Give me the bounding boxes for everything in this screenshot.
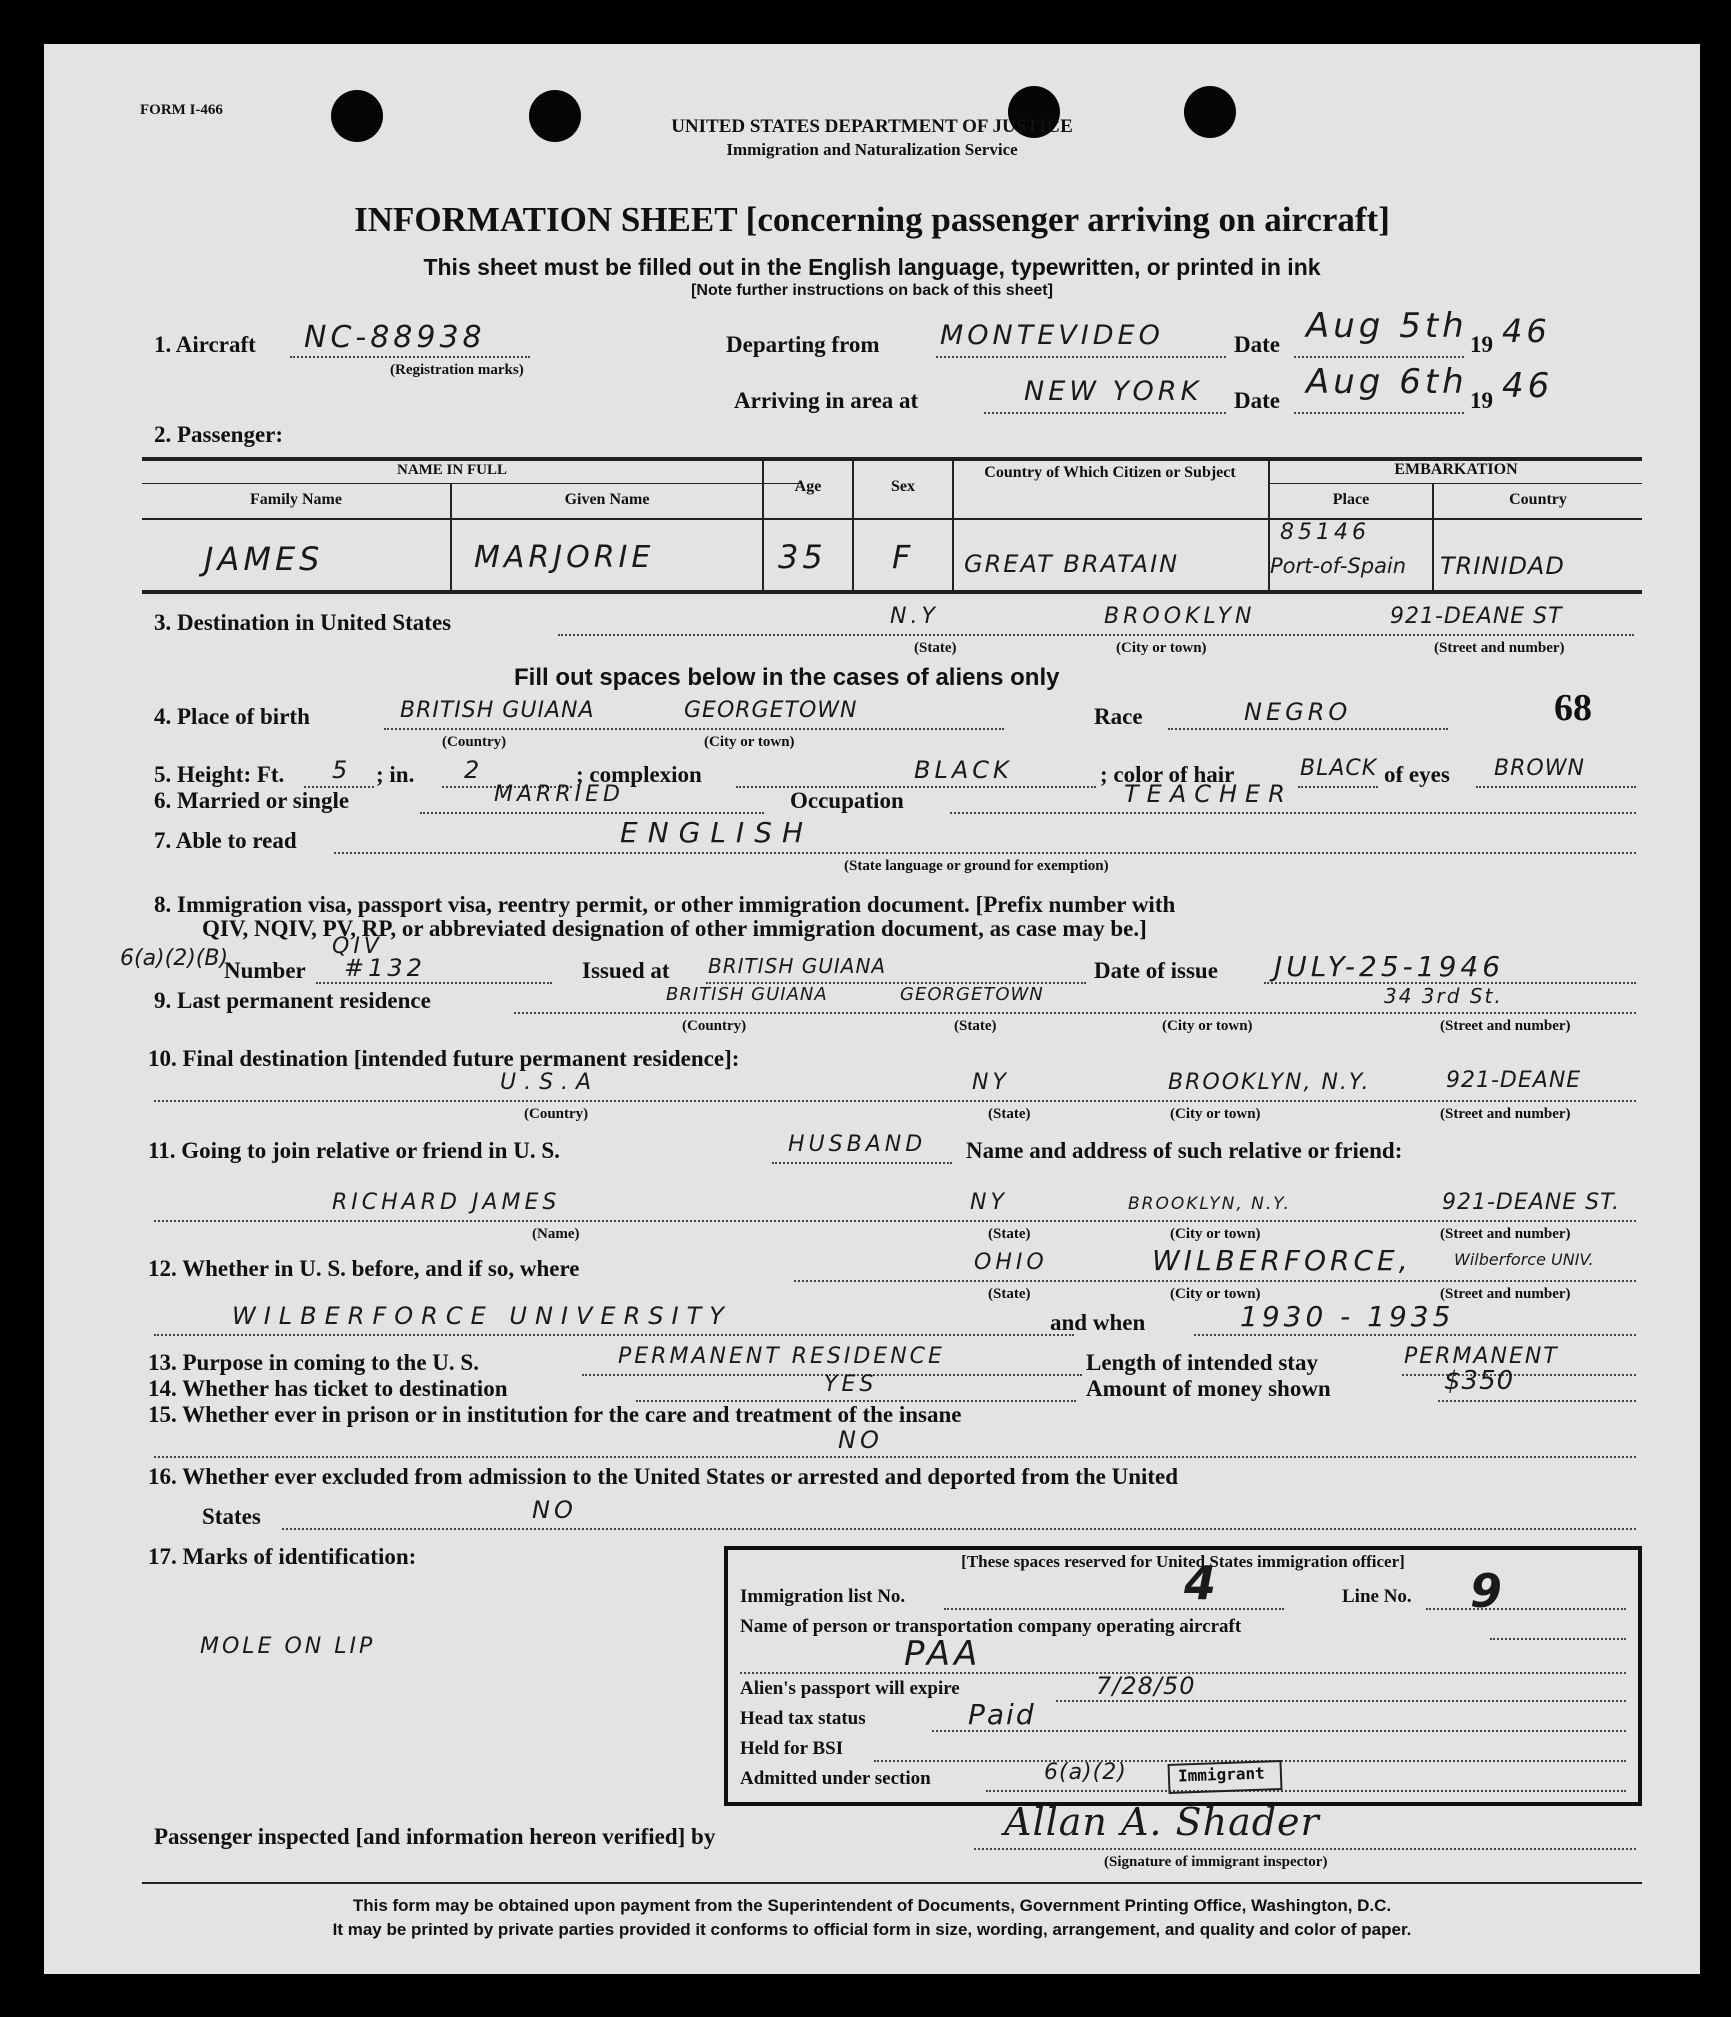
- city-caption: (City or town): [1116, 640, 1207, 656]
- complexion: BLACK: [914, 756, 1013, 784]
- final-city: BROOKLYN, N.Y.: [1168, 1070, 1371, 1095]
- page-title: INFORMATION SHEET [concerning passenger arriving on aircraft]: [354, 200, 1390, 239]
- family-name: JAMES: [204, 540, 324, 578]
- aircraft-value: NC-88938: [304, 320, 486, 355]
- ticket: YES: [824, 1372, 878, 1397]
- departing-label: Departing from: [726, 332, 880, 357]
- prior-street-caption: (Street and number): [1440, 1286, 1571, 1302]
- departing-year: 46: [1502, 312, 1551, 350]
- final-country-caption: (Country): [524, 1106, 589, 1122]
- item9-label: 9. Last permanent residence: [154, 988, 431, 1013]
- birth-city-caption: (City or town): [704, 734, 795, 750]
- final-state-caption: (State): [988, 1106, 1031, 1122]
- prior-state-caption: (State): [988, 1286, 1031, 1302]
- able-to-read: ENGLISH: [620, 816, 814, 849]
- destination-state: N.Y: [890, 604, 939, 629]
- money: $350: [1444, 1366, 1515, 1396]
- item5-label: 5. Height: Ft.: [154, 762, 285, 787]
- passport-expire-label: Alien's passport will expire: [740, 1678, 960, 1699]
- given-name-header: Given Name: [564, 491, 650, 508]
- inspected-label: Passenger inspected [and information hereon verified] by: [154, 1824, 716, 1849]
- instructions-note: [Note further instructions on back of this sheet]: [691, 282, 1053, 299]
- prior-city-caption: (City or town): [1170, 1286, 1261, 1302]
- form-number: FORM I-466: [140, 102, 223, 118]
- sex-header: Sex: [891, 478, 915, 495]
- family-name-header: Family Name: [250, 491, 342, 508]
- head-tax: Paid: [968, 1698, 1036, 1731]
- departing-date-label: Date: [1234, 332, 1280, 357]
- hair-color: BLACK: [1300, 756, 1378, 781]
- item16-label-line1: 16. Whether ever excluded from admission to the United States or arrested and deported from the United: [148, 1464, 1179, 1489]
- given-name: MARJORIE: [474, 540, 655, 575]
- last-residence-country: BRITISH GUIANA: [666, 984, 828, 1005]
- street-caption: (Street and number): [1434, 640, 1565, 656]
- birth-country-caption: (Country): [442, 734, 507, 750]
- relative-state-caption: (State): [988, 1226, 1031, 1242]
- prior-street: Wilberforce UNIV.: [1454, 1250, 1594, 1269]
- agency-name: UNITED STATES DEPARTMENT OF JUSTICE: [671, 116, 1073, 137]
- footer-line1: This form may be obtained upon payment from the Superintendent of Documents, Government Printing Office, Washington, D.C.: [352, 1896, 1392, 1915]
- birth-city: GEORGETOWN: [684, 698, 858, 723]
- operator-label: Name of person or transportation company operating aircraft: [740, 1616, 1242, 1637]
- arriving-date-label: Date: [1234, 388, 1280, 413]
- read-caption: (State language or ground for exemption): [844, 858, 1109, 874]
- line-no-label: Line No.: [1342, 1586, 1412, 1607]
- visa-type: QIV: [332, 934, 383, 959]
- relative-city: BROOKLYN, N.Y.: [1128, 1194, 1291, 1214]
- item8-label-line2: QIV, NQIV, PV, RP, or abbreviated designation of other immigration document, as case may be.]: [202, 916, 1147, 941]
- head-tax-label: Head tax status: [740, 1708, 866, 1729]
- item14-label: 14. Whether has ticket to destination: [148, 1376, 508, 1401]
- age: 35: [778, 538, 827, 576]
- footer-line2: It may be printed by private parties provided it conforms to official form in size, wording, arrangement, and quality and color of paper.: [332, 1920, 1412, 1939]
- occupation: TEACHER: [1124, 780, 1293, 808]
- signature-caption: (Signature of immigrant inspector): [1104, 1854, 1328, 1870]
- residence-country-caption: (Country): [682, 1018, 747, 1034]
- stamp-number: 68: [1554, 687, 1592, 729]
- prior-state: OHIO: [974, 1250, 1048, 1275]
- eye-color: BROWN: [1494, 756, 1585, 781]
- departing-value: MONTEVIDEO: [940, 320, 1164, 351]
- name-in-full-header: NAME IN FULL: [396, 462, 507, 478]
- stay-label: Length of intended stay: [1086, 1350, 1318, 1375]
- arriving-value: NEW YORK: [1024, 376, 1203, 407]
- issue-date: JULY-25-1946: [1274, 950, 1505, 983]
- departing-date: Aug 5th: [1306, 306, 1468, 346]
- relative-street: 921-DEANE ST.: [1442, 1190, 1620, 1215]
- passport-expire: 7/28/50: [1096, 1672, 1196, 1700]
- height-inches: 2: [464, 756, 484, 784]
- immigrant-stamp-text: Immigrant: [1177, 1763, 1266, 1786]
- relative-name: RICHARD JAMES: [332, 1190, 561, 1215]
- item10-label: 10. Final destination [intended future permanent residence]:: [148, 1046, 740, 1071]
- prior-when-label: and when: [1050, 1310, 1146, 1335]
- race-label: Race: [1094, 704, 1143, 729]
- destination-street: 921-DEANE ST: [1390, 604, 1563, 629]
- form-sheet: [44, 44, 1700, 1974]
- final-street-caption: (Street and number): [1440, 1106, 1571, 1122]
- list-no: 4: [1184, 1556, 1221, 1610]
- visa-margin-note: 6(a)(2)(B): [120, 946, 229, 971]
- operator: PAA: [904, 1634, 982, 1674]
- item11-label: 11. Going to join relative or friend in U. S.: [148, 1138, 560, 1163]
- item13-label: 13. Purpose in coming to the U. S.: [148, 1350, 479, 1375]
- arriving-date: Aug 6th: [1306, 362, 1468, 402]
- bsi-label: Held for BSI: [740, 1738, 844, 1759]
- birth-country: BRITISH GUIANA: [400, 698, 595, 723]
- identification-marks: MOLE ON LIP: [200, 1634, 376, 1659]
- marital-status: MARRIED: [494, 782, 624, 807]
- complexion-label: ; complexion: [576, 762, 702, 787]
- visa-number: #132: [344, 954, 426, 982]
- final-country: U.S.A: [500, 1070, 600, 1095]
- item6-label: 6. Married or single: [154, 788, 350, 813]
- prison: NO: [838, 1426, 883, 1454]
- hair-label: ; color of hair: [1100, 762, 1235, 787]
- aircraft-caption: (Registration marks): [390, 362, 524, 378]
- arriving-year: 46: [1502, 366, 1554, 406]
- residence-city-caption: (City or town): [1162, 1018, 1253, 1034]
- final-street: 921-DEANE: [1446, 1068, 1582, 1093]
- footer-rule: [142, 1882, 1642, 1884]
- inspector-signature: Allan A. Shader: [1004, 1800, 1320, 1844]
- relative-street-caption: (Street and number): [1440, 1226, 1571, 1242]
- state-caption: (State): [914, 640, 957, 656]
- embarkation-country-header: Country: [1509, 491, 1567, 508]
- item4-label: 4. Place of birth: [154, 704, 310, 729]
- money-label: Amount of money shown: [1086, 1376, 1331, 1401]
- eyes-label: of eyes: [1384, 762, 1450, 787]
- item17-label: 17. Marks of identification:: [148, 1544, 417, 1569]
- issued-at-label: Issued at: [582, 958, 670, 983]
- prior-place: WILBERFORCE UNIVERSITY: [232, 1302, 732, 1330]
- citizen-header: Country of Which Citizen or Subject: [984, 464, 1236, 481]
- instructions: This sheet must be filled out in the English language, typewritten, or printed in ink: [423, 254, 1321, 280]
- last-residence-state: GEORGETOWN: [900, 984, 1044, 1005]
- embarkation-place: Port-of-Spain: [1270, 554, 1407, 578]
- list-no-label: Immigration list No.: [740, 1586, 906, 1607]
- age-header: Age: [794, 478, 822, 495]
- race: NEGRO: [1244, 698, 1352, 726]
- stay: PERMANENT: [1404, 1344, 1559, 1369]
- line-no: 9: [1470, 1564, 1507, 1618]
- admitted-section: 6(a)(2): [1044, 1760, 1127, 1785]
- relative-state: NY: [970, 1190, 1008, 1215]
- section-label: Admitted under section: [740, 1768, 931, 1789]
- occupation-label: Occupation: [790, 788, 904, 813]
- item8-label-line1: 8. Immigration visa, passport visa, reentry permit, or other immigration document. [Prefix number with: [154, 892, 1176, 917]
- item15-label: 15. Whether ever in prison or in institution for the care and treatment of the insane: [148, 1402, 962, 1427]
- inches-label: ; in.: [376, 762, 415, 787]
- item16-label-line2: States: [202, 1504, 261, 1529]
- item12-label: 12. Whether in U. S. before, and if so, where: [148, 1256, 580, 1281]
- final-state: NY: [972, 1070, 1010, 1095]
- visa-number-label: Number: [224, 958, 306, 983]
- item7-label: 7. Able to read: [154, 828, 297, 853]
- height-feet: 5: [332, 756, 352, 784]
- destination-city: BROOKLYN: [1104, 604, 1256, 629]
- last-residence-street: 34 3rd St.: [1384, 984, 1503, 1008]
- embarkation-header: EMBARKATION: [1394, 461, 1518, 478]
- citizen-of: GREAT BRATAIN: [964, 550, 1180, 578]
- purpose: PERMANENT RESIDENCE: [618, 1344, 945, 1369]
- final-city-caption: (City or town): [1170, 1106, 1261, 1122]
- relative-city-caption: (City or town): [1170, 1226, 1261, 1242]
- residence-state-caption: (State): [954, 1018, 997, 1034]
- aliens-heading: Fill out spaces below in the cases of aliens only: [514, 664, 1060, 691]
- issue-date-label: Date of issue: [1094, 958, 1218, 983]
- item3-label: 3. Destination in United States: [154, 610, 452, 635]
- place-note: 85146: [1280, 520, 1370, 545]
- join-relation: HUSBAND: [788, 1132, 927, 1157]
- place-header: Place: [1332, 491, 1370, 508]
- residence-street-caption: (Street and number): [1440, 1018, 1571, 1034]
- relative-name-caption: (Name): [532, 1226, 580, 1242]
- officer-box-header: [These spaces reserved for United States immigration officer]: [961, 1552, 1405, 1571]
- sex: F: [892, 538, 915, 576]
- arriving-label: Arriving in area at: [734, 388, 919, 413]
- embarkation-country: TRINIDAD: [1440, 552, 1565, 580]
- excluded: NO: [532, 1496, 577, 1524]
- item2-label: 2. Passenger:: [154, 422, 284, 447]
- service-name: Immigration and Naturalization Service: [726, 140, 1018, 159]
- arriving-year-prefix: 19: [1470, 388, 1493, 413]
- departing-year-prefix: 19: [1470, 332, 1493, 357]
- relative-name-label: Name and address of such relative or friend:: [966, 1138, 1403, 1163]
- prior-city: WILBERFORCE,: [1152, 1244, 1412, 1277]
- item1-label: 1. Aircraft: [154, 332, 256, 357]
- issued-at: BRITISH GUIANA: [708, 954, 887, 978]
- prior-when: 1930 - 1935: [1240, 1300, 1455, 1333]
